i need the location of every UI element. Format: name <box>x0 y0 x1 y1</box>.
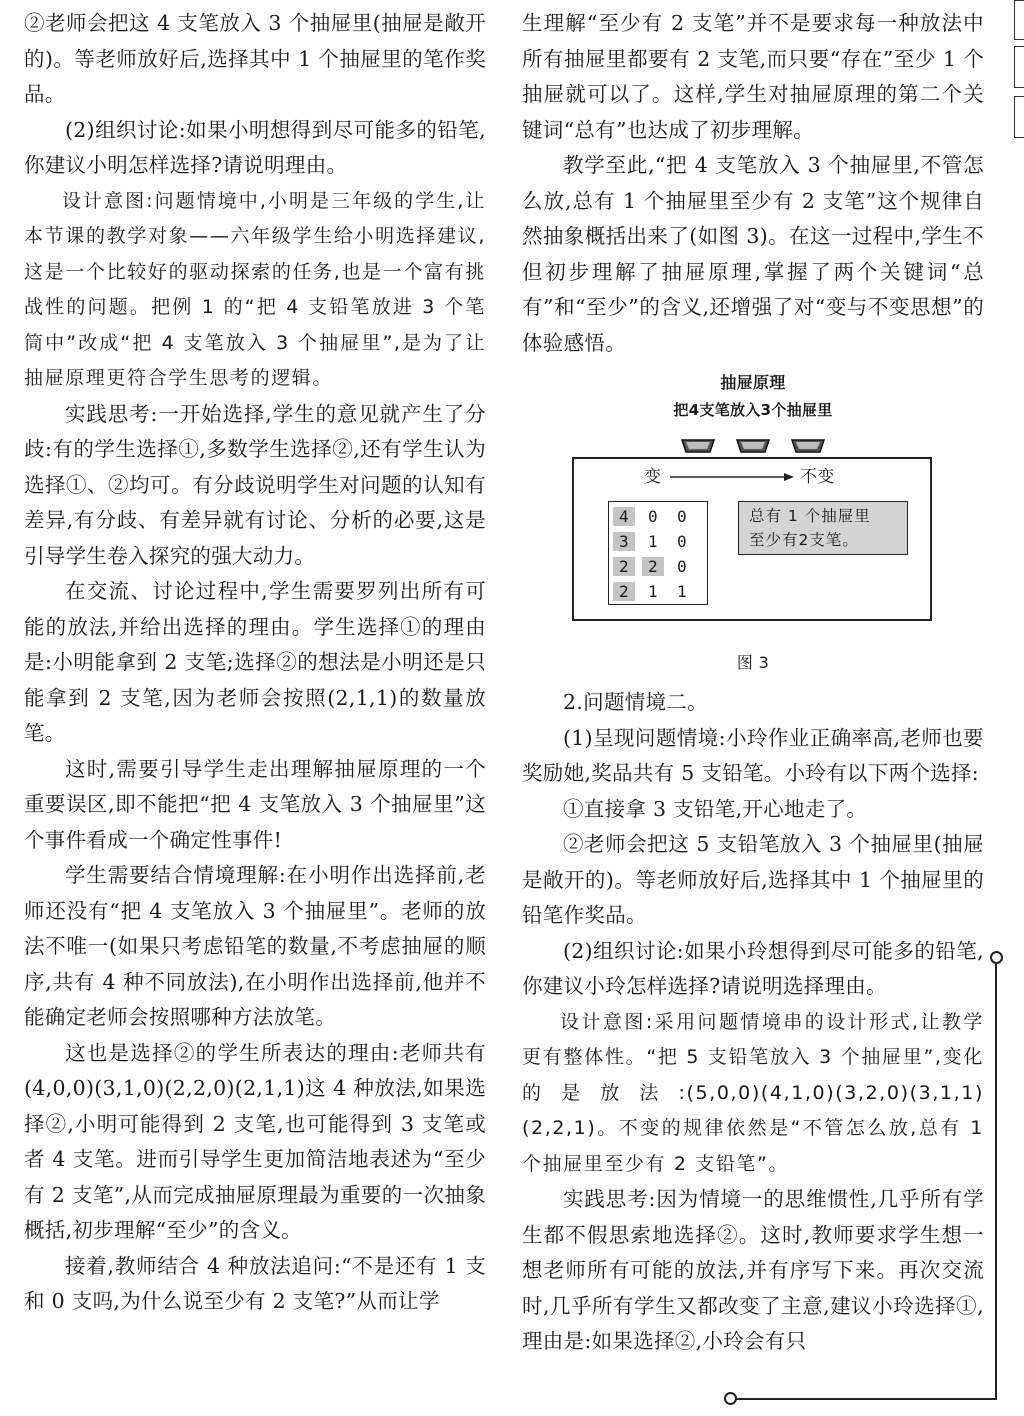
count-cell: 0 <box>677 557 687 576</box>
section-heading: 2.问题情境二。 <box>563 690 708 714</box>
drawer-icon <box>680 438 716 454</box>
frame-line <box>995 960 997 1400</box>
paragraph: 教学至此,“把 4 支笔放入 3 个抽屉里,不管怎么放,总有 1 个抽屉里至少有 2 支笔”这个规律自然抽象概括出来了(如图 3)。在这一过程中,学生不但初步理解了抽屉原理,掌握了两个关键词“总有”和“至少”的含义,还增强了对“变与不变思想”的体验感悟。 <box>522 153 984 355</box>
frame-dot <box>990 951 1003 964</box>
figure-title: 抽屉原理 <box>720 373 786 392</box>
frame-line <box>734 1398 996 1400</box>
count-cell: 0 <box>648 507 658 526</box>
figure-subtitle: 把4支笔放入3个抽屉里 <box>673 401 833 419</box>
page-edge-tab <box>1014 96 1024 138</box>
drawer-icon <box>735 438 771 454</box>
paragraph: (2)组织讨论:如果小玲想得到尽可能多的铅笔,你建议小玲怎样选择?请说明选择理由。 <box>522 938 984 998</box>
figure-caption: 图 3 <box>736 653 770 672</box>
arrow-right-icon <box>670 471 794 483</box>
paragraph: (1)呈现问题情境:小玲作业正确率高,老师也要奖励她,奖品共有 5 支铅笔。小玲有以下两个选择: <box>522 725 984 785</box>
count-cell: 2 <box>642 557 664 576</box>
paragraph: 在交流、讨论过程中,学生需要罗列出所有可能的放法,并给出选择的理由。学生选择①的理由是:小明能拿到 2 支笔;选择②的想法是小明还是只能拿到 2 支笔,因为老师会按照(2,1,1)的数量放笔。 <box>24 579 486 745</box>
count-cell: 1 <box>677 582 687 601</box>
paragraph: 这时,需要引导学生走出理解抽屉原理的一个重要误区,即不能把“把 4 支笔放入 3 个抽屉里”这个事件看成一个确定性事件! <box>24 756 486 852</box>
unchange-label: 不变 <box>800 467 835 487</box>
distribution-row <box>613 529 703 554</box>
paragraph: 学生需要结合情境理解:在小明作出选择前,老师还没有“把 4 支笔放入 3 个抽屉里”。老师的放法不唯一(如果只考虑铅笔的数量,不考虑抽屉的顺序,共有 4 种不同放法),在小明作出选择前,他并不能确定老师会按照哪种方法放笔。 <box>24 863 486 1029</box>
right-column <box>522 6 984 1360</box>
count-cell: 0 <box>677 507 687 526</box>
drawer-icon <box>790 438 826 454</box>
distribution-row <box>613 579 703 604</box>
design-intent-paragraph: 设计意图:采用问题情境串的设计形式,让教学更有整体性。“把 5 支铅笔放入 3 个抽屉里”,变化的是放法:(5,0,0)(4,1,0)(3,2,0)(3,1,1)(2,2,1)。不变的规律依然是“不管怎么放,总有 1 个抽屉里至少有 2 支铅笔”。 <box>522 1010 984 1175</box>
count-cell: 2 <box>613 582 635 601</box>
distribution-row <box>613 554 703 579</box>
left-column <box>24 6 486 1320</box>
count-cell: 0 <box>677 532 687 551</box>
count-cell: 4 <box>613 507 635 526</box>
result-box <box>738 501 908 555</box>
count-cell: 2 <box>613 557 635 576</box>
page-edge-tab <box>1014 46 1024 88</box>
paragraph: 实践思考:因为情境一的思维惯性,几乎所有学生都不假思索地选择②。这时,教师要求学生想一想老师所有可能的放法,并有序写下来。再次交流时,几乎所有学生又都改变了主意,建议小玲选择①,理由是:如果选择②,小玲会有只 <box>522 1187 984 1353</box>
paragraph: ②老师会把这 5 支铅笔放入 3 个抽屉里(抽屉是敞开的)。等老师放好后,选择其中 1 个抽屉里的铅笔作奖品。 <box>522 832 984 927</box>
principle-diagram-box <box>572 457 932 621</box>
count-cell: 1 <box>648 582 658 601</box>
distribution-table <box>608 501 708 605</box>
change-label: 变 <box>644 467 662 487</box>
paragraph: 生理解“至少有 2 支笔”并不是要求每一种放法中所有抽屉里都要有 2 支笔,而只要“存在”至少 1 个抽屉就可以了。这样,学生对抽屉原理的第二个关键词“总有”也达成了初步理解。 <box>522 11 984 142</box>
paragraph: 这也是选择②的学生所表达的理由:老师共有(4,0,0)(3,1,0)(2,2,0)(2,1,1)这 4 种放法,如果选择②,小明可能得到 2 支笔,也可能得到 3 支笔或者 4 支笔。进而引导学生更加简洁地表述为“至少有 2 支笔”,从而完成抽屉原理最为重要的一次抽象概括,初步理解“至少”的含义。 <box>24 1040 486 1242</box>
page-edge-tab <box>1014 0 1024 40</box>
paragraph: (2)组织讨论:如果小明想得到尽可能多的铅笔,你建议小明怎样选择?请说明理由。 <box>24 117 486 177</box>
paragraph: 实践思考:一开始选择,学生的意见就产生了分歧:有的学生选择①,多数学生选择②,还有学生认为选择①、②均可。有分歧说明学生对问题的认知有差异,有分歧、有差异就有讨论、分析的必要,这是引导学生卷入探究的强大动力。 <box>24 401 486 568</box>
distribution-row <box>613 504 703 529</box>
frame-dot <box>724 1392 737 1405</box>
count-cell: 1 <box>648 532 658 551</box>
figure-3 <box>522 365 984 683</box>
result-line: 至少有2支笔。 <box>749 531 859 549</box>
paragraph: 接着,教师结合 4 种放法追问:“不是还有 1 支和 0 支吗,为什么说至少有 2 支笔?”从而让学 <box>24 1253 486 1313</box>
count-cell: 3 <box>613 532 635 551</box>
paragraph: ①直接拿 3 支铅笔,开心地走了。 <box>563 796 868 821</box>
paragraph: ②老师会把这 4 支笔放入 3 个抽屉里(抽屉是敞开的)。等老师放好后,选择其中 1 个抽屉里的笔作奖品。 <box>24 11 486 106</box>
result-line: 总有 1 个抽屉里 <box>749 507 871 525</box>
design-intent-paragraph: 设计意图:问题情境中,小明是三年级的学生,让本节课的教学对象——六年级学生给小明选择建议,这是一个比较好的驱动探索的任务,也是一个富有挑战性的问题。把例 1 的“把 4 支铅笔放进 3 个笔筒中”改成“把 4 支笔放入 3 个抽屉里”,是为了让抽屉原理更符合学生思考的逻辑。 <box>24 189 486 389</box>
